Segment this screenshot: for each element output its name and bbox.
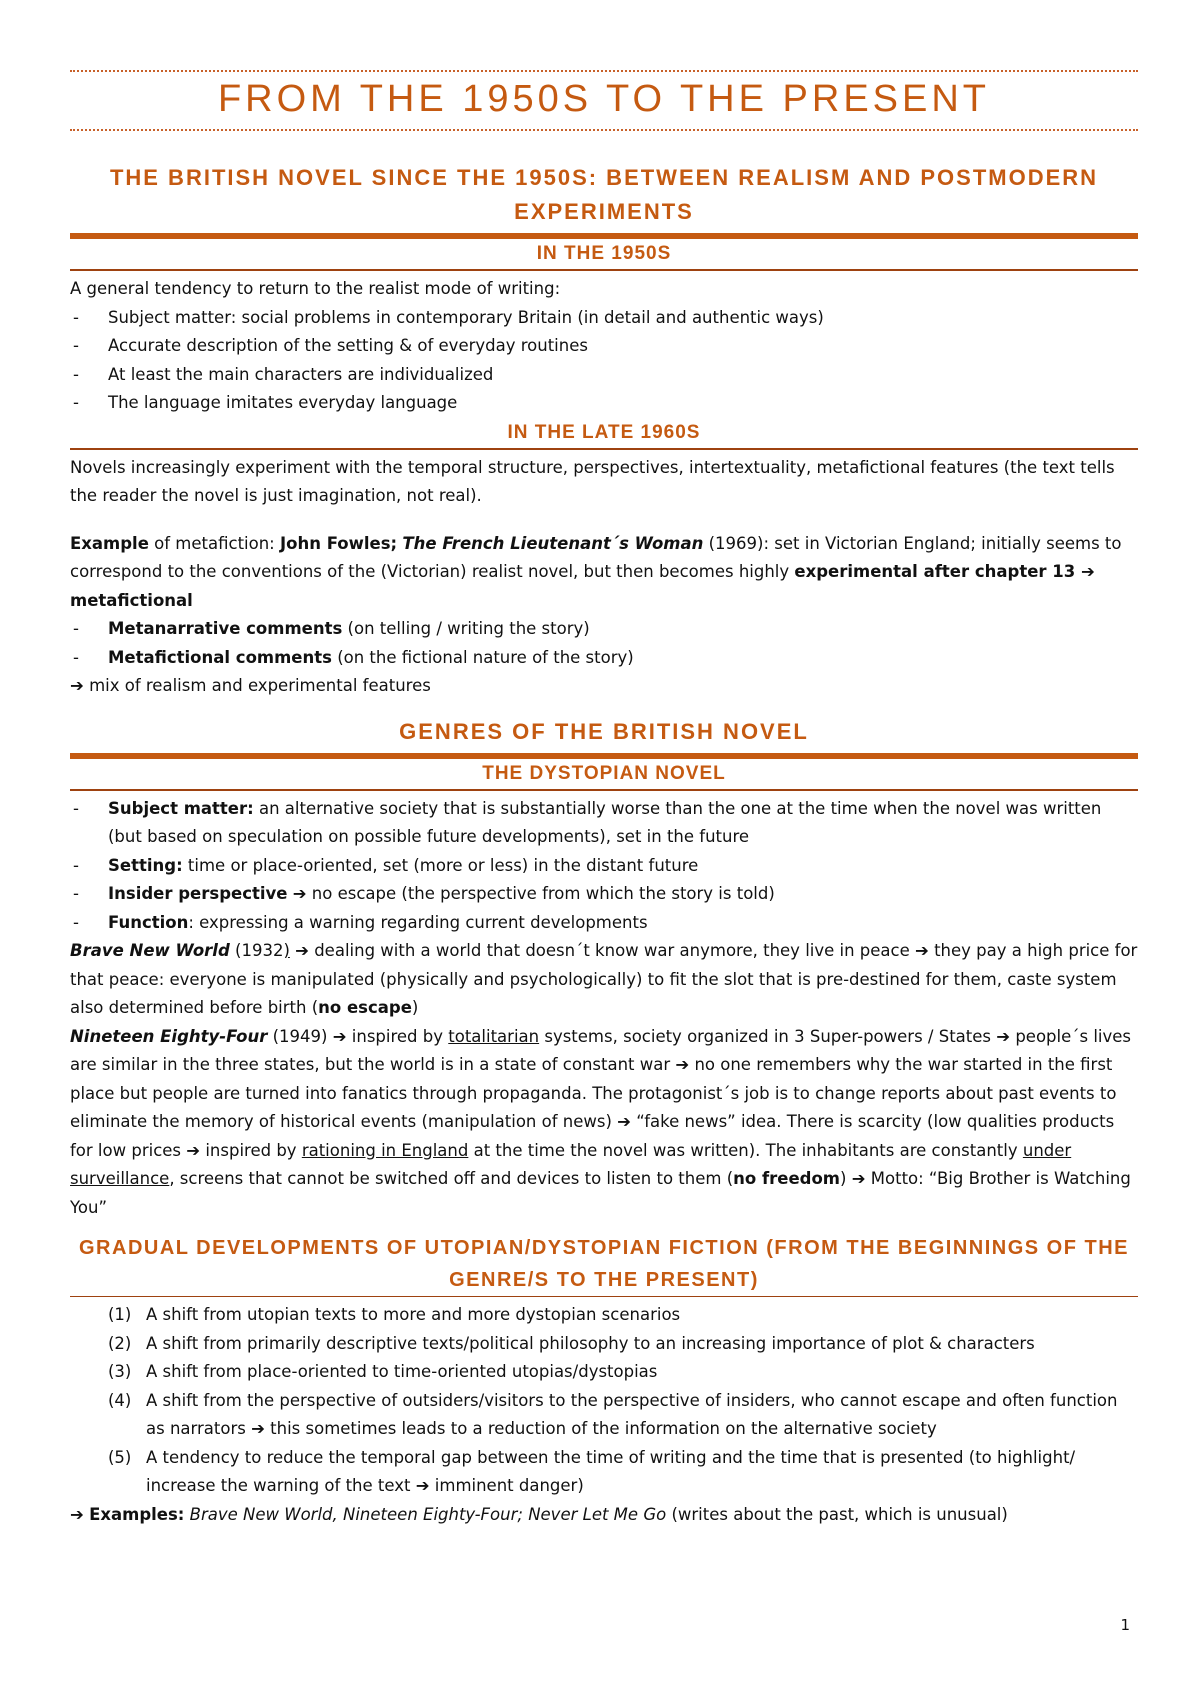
list-item: - Metafictional comments (on the fictional nature of the story) [70,644,1138,673]
list-item: - Setting: time or place-oriented, set (more or less) in the distant future [70,852,1138,881]
book-title: Brave New World [70,941,230,960]
document-title: FROM THE 1950S TO THE PRESENT [217,78,991,120]
list-item: - Accurate description of the setting & of everyday routines [70,332,1138,361]
dystopian-features-list [70,795,1138,938]
subheading-dystopian-novel: THE DYSTOPIAN NOVEL [70,759,1138,791]
list-item: (5) A tendency to reduce the temporal gap between the time of writing and the time that is presented (to highlight/ increase the warning of the text ➔ imminent danger) [108,1447,1076,1495]
book-title: The French Lieutenant´s Woman [402,533,704,553]
list-item: - Metanarrative comments (on telling / writing the story) [70,615,1138,644]
document-page [70,70,1138,1529]
list-item: - The language imitates everyday language [70,389,1138,418]
list-item: (2) A shift from primarily descriptive texts/political philosophy to an increasing importance of plot & characters [108,1333,1035,1353]
metafiction-example: Example of metafiction: John Fowles; The French Lieutenant´s Woman (1969): set in Victorian England; initially seems to correspond to the conventions of the (Victorian) realist novel, but then becomes highly experimental after chapter 13 ➔ metafictional [70,533,1122,610]
section-heading-genres: GENRES OF THE BRITISH NOVEL [70,715,1138,759]
author-name: John Fowles; [279,533,398,553]
subheading-gradual-developments: GRADUAL DEVELOPMENTS OF UTOPIAN/DYSTOPIAN FICTION (FROM THE BEGINNINGS OF THE GENRE/S TO THE PRESENT) [70,1232,1138,1297]
list-item: (3) A shift from place-oriented to time-oriented utopias/dystopias [108,1362,658,1381]
example-titles: Brave New World, Nineteen Eighty-Four; Never Let Me Go [189,1504,667,1524]
examples-line: ➔ Examples: Brave New World, Nineteen Eighty-Four; Never Let Me Go (writes about the past, which is unusual) [70,1504,1008,1524]
section-heading-british-novel: THE BRITISH NOVEL SINCE THE 1950S: BETWEEN REALISM AND POSTMODERN EXPERIMENTS [70,161,1138,239]
list-item: - Insider perspective ➔ no escape (the perspective from which the story is told) [70,880,1138,909]
list-item: - Subject matter: an alternative society that is substantially worse than the one at the time when the novel was written (but based on speculation on possible future developments), set in the future [70,795,1138,852]
list-item: - Subject matter: social problems in contemporary Britain (in detail and authentic ways) [70,304,1138,333]
experiment-paragraph: Novels increasingly experiment with the temporal structure, perspectives, intertextuality, metafictional features (the text tells the reader the novel is just imagination, not real). [70,457,1115,505]
intro-text: A general tendency to return to the realist mode of writing: [70,279,561,298]
comments-list [70,615,1138,672]
book-title: Nineteen Eighty-Four [70,1026,268,1046]
list-item: - At least the main characters are individualized [70,361,1138,390]
title-block [70,70,1138,131]
subheading-1950s: IN THE 1950S [70,239,1138,271]
brave-new-world-paragraph: Brave New World (1932) ➔ dealing with a world that doesn´t know war anymore, they live in peace ➔ they pay a high price for that peace: everyone is manipulated (physically and psychologically) to fit the slot that is pre-destined for them, caste system also determined before birth (no escape) [70,941,1138,1017]
list-item: (1) A shift from utopian texts to more and more dystopian scenarios [108,1305,681,1324]
subheading-late-1960s: IN THE LATE 1960S [70,418,1138,450]
nineteen-eighty-four-paragraph: Nineteen Eighty-Four (1949) ➔ inspired by totalitarian systems, society organized in 3 Super-powers / States ➔ people´s lives are similar in the three states, but the world is in a state of constant war ➔ no one remembers why the war started in the first place but people are turned into fanatics through propaganda. The protagonist´s job is to change reports about past events to eliminate the memory of historical events (manipulation of news) ➔ “fake news” idea. There is scarcity (low qualities products for low prices ➔ inspired by rationing in England at the time the novel was written). The inhabitants are constantly under surveillance, screens that cannot be switched off and devices to listen to them (no freedom) ➔ Motto: “Big Brother is Watching You” [70,1026,1132,1217]
example-label: Example [70,533,149,553]
realism-list [70,304,1138,418]
developments-list [70,1301,1138,1501]
examples-label: Examples: [89,1504,185,1524]
page-number: 1 [1120,1616,1130,1634]
list-item: (4) A shift from the perspective of outsiders/visitors to the perspective of insiders, who cannot escape and often function as narrators ➔ this sometimes leads to a reduction of the information on the alternative society [108,1390,1118,1438]
list-item: - Function: expressing a warning regarding current developments [70,909,1138,938]
conclusion-text: ➔ mix of realism and experimental features [70,676,431,695]
